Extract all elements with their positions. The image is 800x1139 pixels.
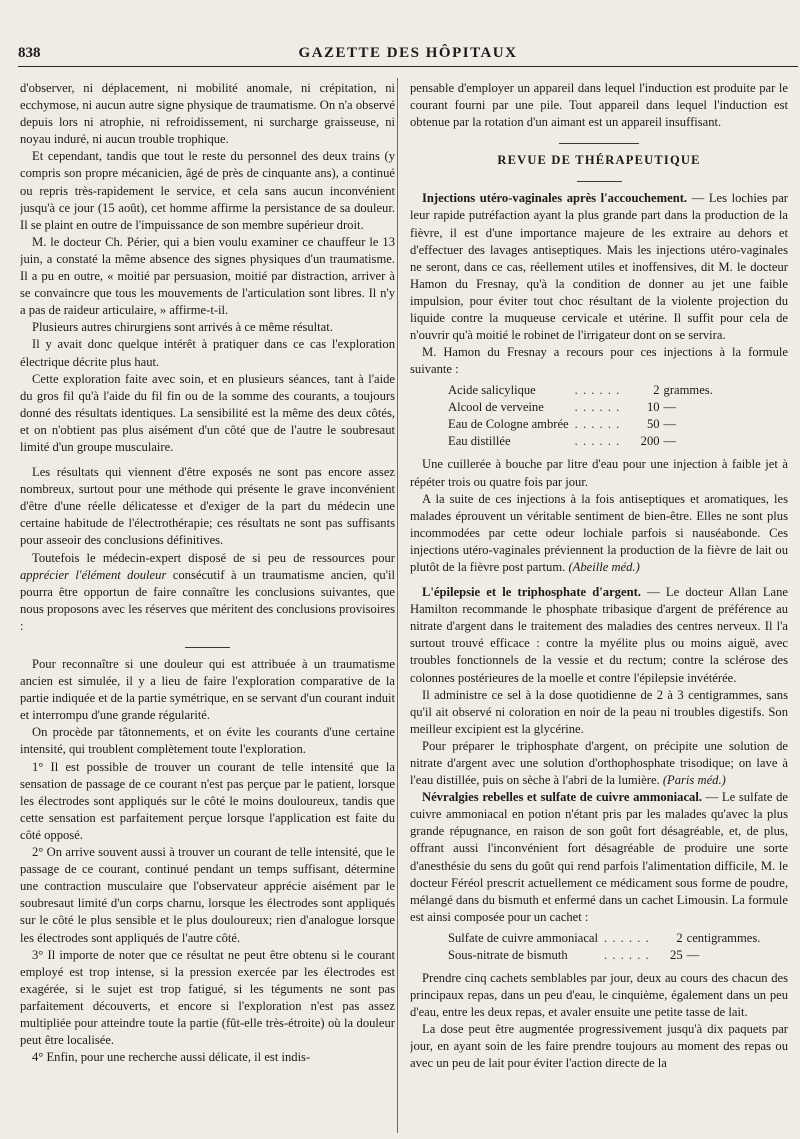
paragraph: 2° On arrive souvent aussi à trouver un courant de telle intensité, que le passage de ce courant, continué pendant un temps suffisant, détermine une contraction musculaire que l'observateur apprécie aisément par le soubresaut limité d'un corps charnu, lorsque les électrodes sont appliqués sur le côté le plus sensible et le plus douloureux; rien d'analogue lorsque les électrodes sont appliqués de l'autre côté. <box>20 845 395 945</box>
formula-row <box>448 399 719 416</box>
paragraph <box>410 738 788 789</box>
formula-row <box>448 947 766 964</box>
ingredient-unit: centigrammes. <box>686 930 761 945</box>
leader-dots: . . . . . . <box>604 930 650 945</box>
paragraph: Une cuillerée à bouche par litre d'eau pour une injection à faible jet à répéter trois ou quatre fois par jour. <box>410 457 788 489</box>
ingredient-name: Sous-nitrate de bismuth <box>448 947 568 962</box>
ingredient-name: Alcool de verveine <box>448 400 544 415</box>
journal-title: GAZETTE DES HÔPITAUX <box>298 44 518 61</box>
paragraph: M. le docteur Ch. Périer, qui a bien voulu examiner ce chauffeur le 13 juin, a constaté la même absence des signes physiques d'un traumatisme. Il a pu en outre, « moitié par persuasion, moitié par distraction, arriver à se convaincre que tous les mouvements de l'articulation sont libres. Il n'y a pas de raideur articulaire, » affirme-t-il. <box>20 234 395 318</box>
article <box>410 584 788 687</box>
ingredient-unit: — <box>663 400 677 415</box>
text-run: Toutefois le médecin-expert disposé de si peu de ressources pour <box>32 550 395 565</box>
ingredient-name: Eau distillée <box>448 434 511 449</box>
formula-table <box>448 930 766 964</box>
left-column <box>20 80 395 1135</box>
paragraph: 1° Il est possible de trouver un courant de telle intensité que la sensation de passage de ce courant n'est pas perçue par le patient, lorsque les électrodes sont appliqués sur le côté le moins douloureux, tandis que cette sensation est parfaitement perçue lorsque l'application est faite du côté opposé. <box>20 759 395 842</box>
leader-dots: . . . . . . <box>604 947 650 962</box>
text-run: A la suite de ces injections à la fois antiseptiques et aromatiques, les malades éprouvent un véritable sentiment de bien-être. Elles ne sont plus incommodées par cette odeur lochiale parfois si nauséabonde. Ces injections utéro-vaginales préviennent la production de la fièvre de lait ou plutôt de la fièvre post partum. <box>410 491 788 574</box>
divider-rule <box>185 647 230 648</box>
article <box>410 190 788 344</box>
formula-table <box>448 382 719 450</box>
article-text: — Les lochies par leur rapide putréfaction ayant la plus grande part dans la production de la fièvre, il est d'une importance majeure de les extraire au dehors et d'effectuer des lavages antiseptiques. Mais les injections utéro-vaginales ne seront, dans ce cas, réellement utiles et inoffensives, dit M. le docteur Hamon du Fresnay, qu'à la condition de donner au jet une faible impulsion, pour éviter tout choc résultant de la violente projection du liquide contre la muqueuse cervicale et utérine. Il suffit pour cela de n'ouvrir qu'à moitié le robinet de l'irrigateur dont on se servira. <box>410 191 788 343</box>
article-title: L'épilepsie et le triphosphate d'argent. <box>422 585 641 600</box>
ingredient-unit: — <box>663 417 677 432</box>
paragraph <box>20 550 395 635</box>
divider-rule <box>559 143 639 144</box>
ingredient-quantity: 25 <box>670 947 683 962</box>
paragraph: 4° Enfin, pour une recherche aussi délicate, il est indis- <box>32 1050 311 1065</box>
leader-dots: . . . . . . <box>574 400 621 415</box>
ingredient-quantity: 10 <box>646 400 660 415</box>
paragraph: 3° Il importe de noter que ce résultat ne peut être obtenu si le courant employé est trop intense, si la pression exercée par les électrodes est exagérée, si le sujet est trop fatigué, si les téguments ne sont pas parfaitement découverts, et encore si l'exploration n'est pas assez multipliée pour atteindre toute la partie (fût-elle très-étroite) où la douleur peut être localisée. <box>20 947 395 1048</box>
paragraph: Cette exploration faite avec soin, et en plusieurs séances, tant à l'aide du gros fil qu'à l'aide du fil fin ou de la somme des courants, a toujours donné des résultats identiques. La sensibilité est la même des deux côtés, et on n'obtient pas plus aisément d'un côté que de l'autre le soubresaut limité d'un groupe musculaire. <box>20 371 395 454</box>
source-citation: (Abeille méd.) <box>568 559 640 574</box>
paragraph: On procède par tâtonnements, et on évite les courants d'une certaine intensité, qui troublent complètement toute l'exploration. <box>20 725 395 757</box>
ingredient-unit: grammes. <box>663 383 713 398</box>
formula-row <box>448 433 719 450</box>
page-header <box>18 40 798 67</box>
ingredient-quantity: 2 <box>676 930 683 945</box>
leader-dots: . . . . . . <box>574 417 621 432</box>
article-text: — Le sulfate de cuivre ammoniacal en potion n'étant pris par les malades qu'avec la plus grande répugnance, en raison de son goût fort désagréable, et, de plus, offrant aussi l'inconvénient fort désagréable de produire une sorte d'anesthésie du sens du goût qui rend parfois l'alimentation difficile, M. le docteur Féréol prescrit actuellement ce médicament sous forme de poudre, mélangé dans du bismuth et enfermé dans un cachet Limousin. La formule est ainsi composée pour un cachet : <box>410 790 788 924</box>
leader-dots: . . . . . . <box>574 434 621 449</box>
paragraph: Plusieurs autres chirurgiens sont arrivés à ce même résultat. <box>32 320 333 335</box>
paragraph: Et cependant, tandis que tout le reste du personnel des deux trains (y compris son propre mécanicien, âgé de près de cinquante ans), a continué ou repris très-rapidement le service, et cela sans aucun inconvénient jusqu'à ce jour (15 août), cet homme affirme la persistance de sa douleur. Il se plaint en outre de l'impuissance de son membre supérieur droit. <box>20 149 395 232</box>
ingredient-quantity: 200 <box>640 434 660 449</box>
formula-row <box>448 382 719 399</box>
leader-dots: . . . . . . <box>574 383 621 398</box>
paragraph: Pour reconnaître si une douleur qui est attribuée à un traumatisme ancien est simulée, il y a lieu de faire l'exploration comparative de la partie indiquée et de la partie symétrique, en se servant d'un courant induit et interrompu d'une grande régularité. <box>20 657 395 723</box>
divider-rule <box>577 181 622 182</box>
source-citation: (Paris méd.) <box>662 773 726 788</box>
article-title: Injections utéro-vaginales après l'accouchement. <box>422 191 688 206</box>
paragraph <box>410 491 788 576</box>
ingredient-quantity: 2 <box>653 383 660 398</box>
paragraph: Les résultats qui viennent d'être exposés ne sont pas encore assez nombreux, surtout pour une méthode qui présente le grave inconvénient d'être d'une réelle délicatesse et d'exiger de la part du médecin une certaine habitude de l'électrothérapie; ces résultats ne sont pas suffisants pour asseoir des conclusions définitives. <box>20 465 395 548</box>
paragraph: M. Hamon du Fresnay a recours pour ces injections à la formule suivante : <box>410 345 788 377</box>
paragraph: La dose peut être augmentée progressivement jusqu'à dix paquets par jour, en ayant soin de les faire prendre toujours au moment des repas ou avec un peu de lait pour éviter l'action directe de la <box>410 1022 788 1071</box>
ingredient-unit: — <box>663 434 677 449</box>
section-heading: REVUE DE THÉRAPEUTIQUE <box>497 153 701 168</box>
formula-row <box>448 416 719 433</box>
paragraph: Prendre cinq cachets semblables par jour, deux au cours des chacun des principaux repas, dans un peu d'eau, le cinquième, également dans un peu d'eau, entre les deux repas, et avaler ensuite une petite tasse de lait. <box>410 970 788 1020</box>
text-run: Pour préparer le triphosphate d'argent, on précipite une solution de nitrate d'argent avec une solution d'orthophosphate trisodique; on lave à l'eau distillée, puis on sèche à l'abri de la lumière. <box>410 738 788 788</box>
paragraph: d'observer, ni déplacement, ni mobilité anomale, ni crépitation, ni ecchymose, ni aucun autre signe physique de traumatisme. On n'a observé depuis lors ni atrophie, ni refroidissement, ni surcharge graisseuse, ni noyau induré, ni aucun trouble trophique. <box>20 81 395 147</box>
column-divider <box>397 78 398 1133</box>
article-title: Névralgies rebelles et sulfate de cuivre ammoniacal. <box>422 790 702 805</box>
paragraph: pensable d'employer un appareil dans lequel l'induction est produite par le courant fourni par une pile. Tout appareil dans lequel l'induction est obtenue par la rotation d'un aimant est un appareil insuffisant. <box>410 81 788 130</box>
formula-row <box>448 930 766 947</box>
ingredient-name: Sulfate de cuivre ammoniacal <box>448 930 599 945</box>
ingredient-unit: — <box>686 947 700 962</box>
text-run: consécutif à un traumatisme ancien, qu'il pourra être opportun de faire connaître les conclusions suivantes, que nous proposons avec les réserves que méritent des conclusions provisoires : <box>20 567 395 633</box>
ingredient-quantity: 50 <box>646 417 660 432</box>
paragraph: Il y avait donc quelque intérêt à pratiquer dans ce cas l'exploration électrique décrite plus haut. <box>20 337 395 369</box>
emphasis: apprécier l'élément douleur <box>20 567 167 582</box>
right-column <box>410 80 788 1135</box>
article-text: — Le docteur Allan Lane Hamilton recommande le phosphate tribasique d'argent de préférence au nitrate d'argent dans le traitement des maladies des centres nerveux. Il l'a surtout trouvé efficace : contre la myélite plus ou moins aiguë, avec troubles fonctionnels de la vessie et du rectum; contre la sclérose des colonnes postérieures de la moelle et contre l'épilepsie invétérée. <box>410 585 788 685</box>
ingredient-name: Acide salicylique <box>448 383 536 398</box>
article <box>410 789 788 926</box>
page-number: 838 <box>18 44 41 61</box>
paragraph: Il administre ce sel à la dose quotidienne de 2 à 3 centigrammes, sans qu'il ait observé ni coloration en noir de la peau ni troubles digestifs. Son meilleur excipient est la glycérine. <box>410 687 788 736</box>
ingredient-name: Eau de Cologne ambrée <box>448 417 569 432</box>
